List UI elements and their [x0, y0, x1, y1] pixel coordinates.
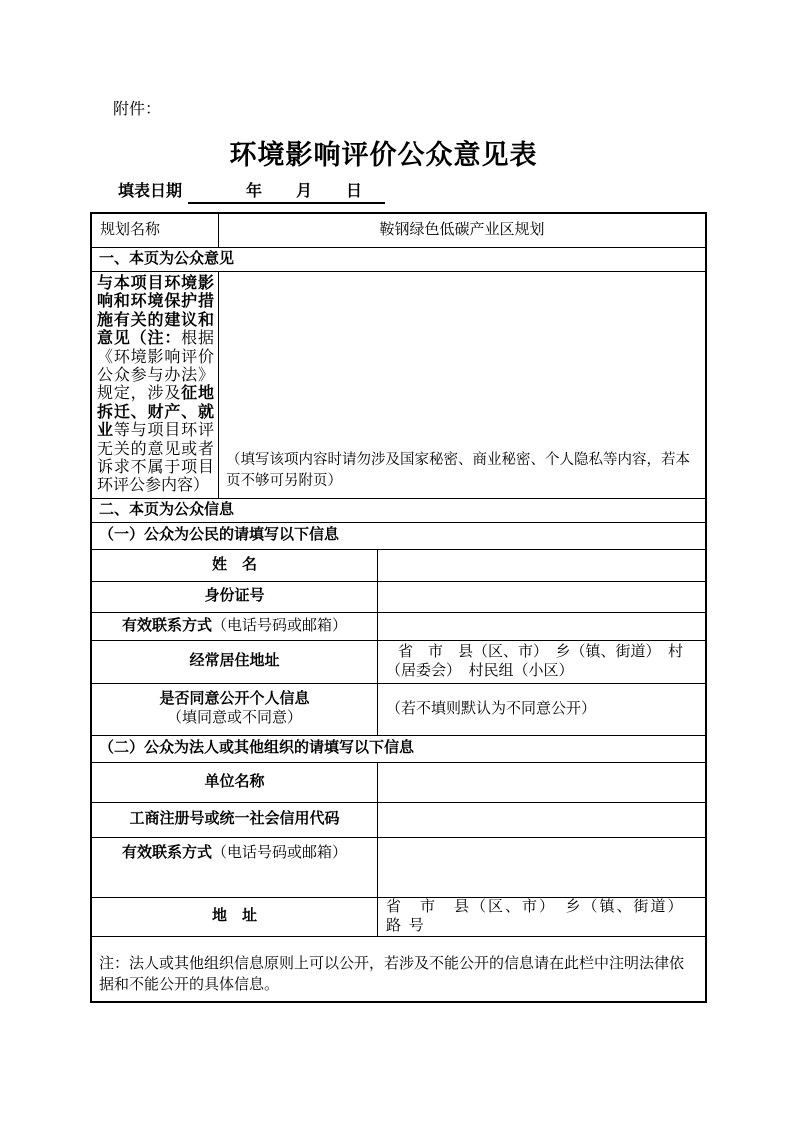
consent-input-cell[interactable]: （若不填则默认为不同意公开） [386, 700, 597, 717]
org-section-header: （二）公众为法人或其他组织的请填写以下信息 [99, 740, 415, 757]
opinion-input-cell[interactable] [219, 272, 705, 498]
form-table [90, 212, 707, 1003]
opinion-label-part2: 根据《环境影响评价公众参与办法》规定，涉及 [97, 330, 214, 403]
contact-input-cell[interactable] [378, 613, 705, 640]
id-number-input-cell[interactable] [378, 582, 705, 612]
name-row [92, 549, 705, 581]
org-address-row [92, 897, 705, 936]
org-address-input-cell[interactable]: 省 市 县（区、市） 乡（镇、街道） 路 号 [386, 898, 695, 934]
opinion-placeholder: （填写该项内容时请勿涉及国家秘密、商业秘密、个人隐私等内容，若本页不够可另附页） [226, 451, 690, 489]
residence-address-input-cell[interactable]: 省 市 县（区、市） 乡（镇、街道） 村（居委会） 村民组（小区） [386, 643, 684, 679]
id-number-label: 身份证号 [92, 582, 378, 612]
note-text: 注：法人或其他组织信息原则上可以公开，若涉及不能公开的信息请在此栏中注明法律依据和不能公开的具体信息。 [99, 955, 685, 993]
org-registration-label: 工商注册号或统一社会信用代码 [92, 803, 378, 837]
org-address-label: 地 址 [92, 898, 378, 936]
section2-header-row [92, 498, 705, 522]
opinion-label [92, 272, 219, 498]
opinion-label-part4: 等与项目环评无关的意见或者诉求不属于项目环评公参内容） [97, 422, 214, 495]
org-contact-row [92, 837, 705, 897]
opinion-label-part3: 征地拆迁、财产、就业 [97, 385, 214, 440]
org-contact-label-main: 有效联系方式 [121, 844, 212, 861]
plan-name-value: 鞍钢绿色低碳产业区规划 [379, 222, 545, 238]
citizen-section-header: （一）公众为公民的请填写以下信息 [99, 527, 340, 544]
residence-address-label: 经常居住地址 [92, 641, 378, 683]
org-contact-label-note: （电话号码或邮箱） [212, 844, 348, 861]
plan-name-label: 规划名称 [92, 214, 219, 247]
fill-date-blank-field[interactable]: 年 月 日 [188, 178, 385, 204]
contact-label-note: （电话号码或邮箱） [212, 617, 348, 634]
attachment-label: 附件： [113, 101, 162, 118]
fill-date-label: 填表日期 [118, 183, 183, 200]
name-label: 姓 名 [92, 550, 378, 581]
org-registration-input-cell[interactable] [378, 803, 705, 837]
org-registration-row [92, 802, 705, 837]
residence-address-row [92, 640, 705, 683]
section2-header: 二、本页为公众信息 [99, 501, 235, 518]
id-number-row [92, 581, 705, 612]
fill-date-line [118, 178, 707, 204]
org-name-input-cell[interactable] [378, 763, 705, 802]
section1-header: 一、本页为公众意见 [99, 251, 235, 267]
page-title: 环境影响评价公众意见表 [229, 140, 538, 170]
name-input-cell[interactable] [378, 550, 705, 581]
citizen-section-header-row [92, 522, 705, 549]
org-contact-input-cell[interactable] [378, 838, 705, 897]
org-section-header-row [92, 735, 705, 762]
org-name-label: 单位名称 [92, 763, 378, 802]
opinion-label-part1: 与本项目环境影响和环境保护措施有关的建议和意见（注： [97, 275, 214, 348]
consent-label [92, 684, 378, 735]
plan-name-row [92, 214, 705, 247]
section1-header-row [92, 247, 705, 271]
contact-label-main: 有效联系方式 [121, 617, 212, 634]
org-contact-label [92, 838, 378, 897]
consent-label-note: （填同意或不同意） [166, 710, 302, 727]
contact-row [92, 612, 705, 640]
consent-label-main: 是否同意公开个人信息 [159, 691, 310, 708]
consent-row [92, 683, 705, 735]
note-row [92, 936, 705, 1001]
opinion-row [92, 271, 705, 498]
contact-label [92, 613, 378, 640]
org-name-row [92, 762, 705, 802]
